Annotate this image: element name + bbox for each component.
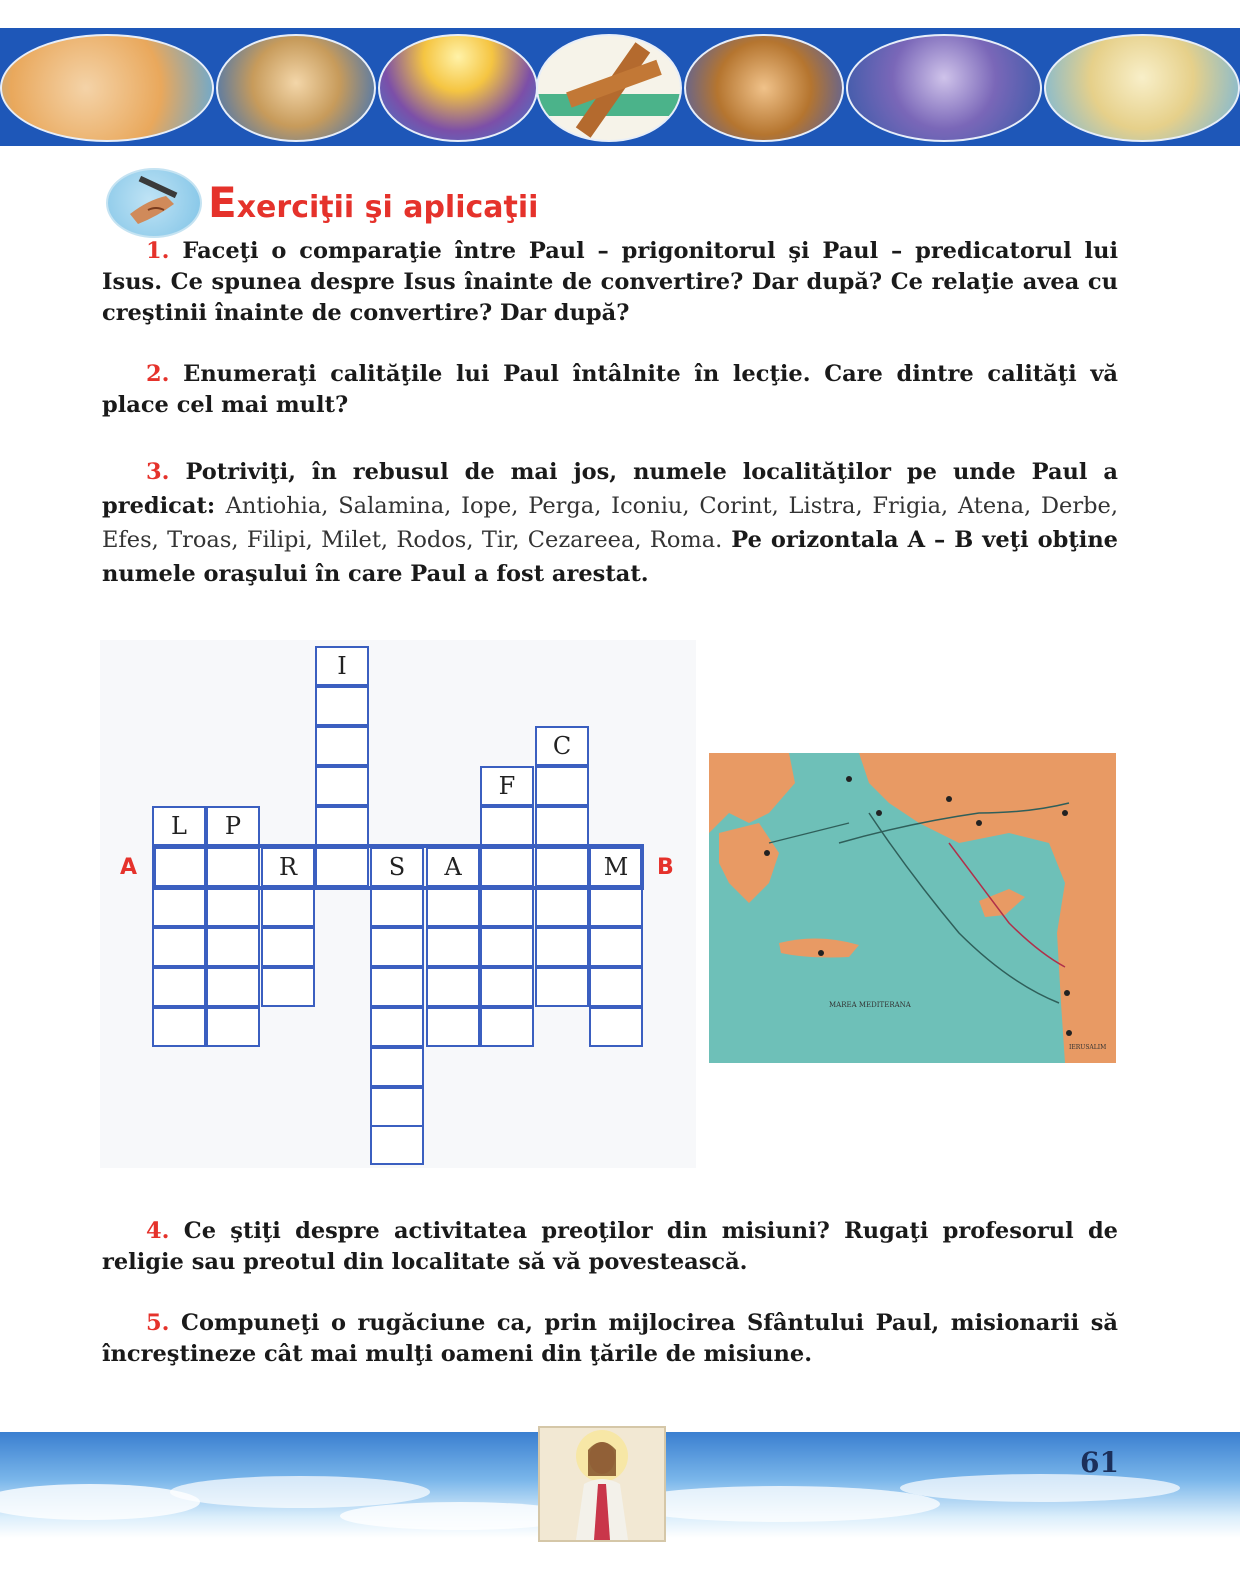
crossword-ab-row-outline xyxy=(152,844,644,890)
exercise-text: Faceţi o comparaţie între Paul – prigonitorul şi Paul – predicatorul lui Isus. Ce spunea despre Isus înainte de convertire? Dar după? Ce relaţie avea cu creştinii înainte de convertire? Dar după? xyxy=(102,238,1118,326)
crossword-cell[interactable] xyxy=(206,927,260,967)
section-heading xyxy=(208,178,538,227)
crossword-cell[interactable] xyxy=(535,806,589,846)
map-sea-label: MAREA MEDITERANA xyxy=(829,1001,911,1009)
exercise-number: 3. xyxy=(146,459,170,485)
crossword-cell[interactable] xyxy=(589,927,643,967)
cross-icon xyxy=(538,36,682,142)
exercise-5 xyxy=(102,1308,1118,1370)
exercise-text: Enumeraţi calităţile lui Paul întâlnite în lecţie. Care dintre calităţi vă place cel mai mult? xyxy=(102,361,1118,418)
crossword-cell[interactable]: L xyxy=(152,806,206,846)
crossword-cell[interactable] xyxy=(480,806,534,846)
crossword-cell[interactable] xyxy=(426,927,480,967)
crossword-cell[interactable] xyxy=(535,766,589,806)
exercise-text: Ce ştiţi despre activitatea preoţilor din misiuni? Rugaţi profesorul de religie sau preotul din localitate să vă povestească. xyxy=(102,1218,1118,1275)
exercise-4 xyxy=(102,1216,1118,1278)
crossword-cell[interactable]: F xyxy=(480,766,534,806)
crossword-cell[interactable] xyxy=(535,887,589,927)
heading-first-letter: E xyxy=(208,178,237,227)
crossword-cell[interactable] xyxy=(152,927,206,967)
banner-image-cross xyxy=(536,34,682,142)
crossword-cell[interactable] xyxy=(535,927,589,967)
banner-image-disciples xyxy=(1044,34,1240,142)
crossword-cell[interactable] xyxy=(426,967,480,1007)
crossword-label-b: B xyxy=(657,855,674,880)
exercise-3 xyxy=(102,455,1118,591)
map-city-label: IERUSALIM xyxy=(1069,1044,1107,1051)
crossword-cell[interactable]: P xyxy=(206,806,260,846)
exercise-number: 2. xyxy=(146,361,170,387)
crossword-cell[interactable] xyxy=(480,1007,534,1047)
crossword-cell[interactable] xyxy=(315,806,369,846)
crossword-cell[interactable] xyxy=(370,1087,424,1127)
crossword-cell[interactable]: I xyxy=(315,646,369,686)
crossword-cell[interactable] xyxy=(261,927,315,967)
crossword-cell[interactable] xyxy=(370,887,424,927)
crossword-cell[interactable]: S xyxy=(370,847,424,887)
crossword-cell[interactable] xyxy=(152,967,206,1007)
exercise-1 xyxy=(102,236,1118,329)
map-image xyxy=(709,753,1116,1063)
footer-jesus-image xyxy=(538,1426,666,1542)
crossword-label-a: A xyxy=(120,855,138,880)
crossword-cell[interactable] xyxy=(261,967,315,1007)
crossword-cell[interactable] xyxy=(206,967,260,1007)
crossword-cell[interactable] xyxy=(480,967,534,1007)
crossword-cell[interactable] xyxy=(426,1007,480,1047)
crossword-cell[interactable] xyxy=(589,1007,643,1047)
exercise-2 xyxy=(102,359,1118,421)
crossword-cell[interactable]: R xyxy=(261,847,315,887)
crossword-cell[interactable] xyxy=(370,1125,424,1165)
crossword-cell[interactable] xyxy=(480,927,534,967)
banner-image-storm xyxy=(846,34,1042,142)
crossword-cell[interactable] xyxy=(589,967,643,1007)
writing-hand-icon xyxy=(106,168,202,238)
crossword-cell[interactable] xyxy=(370,927,424,967)
crossword-cell[interactable] xyxy=(206,887,260,927)
banner-image-supper xyxy=(684,34,844,142)
crossword-cell[interactable] xyxy=(206,1007,260,1047)
exercise-number: 4. xyxy=(146,1218,170,1244)
exercise-number: 5. xyxy=(146,1310,170,1336)
crossword-cell[interactable]: C xyxy=(535,726,589,766)
banner-image-crowd xyxy=(378,34,538,142)
header-banner xyxy=(0,28,1240,146)
crossword-cell[interactable] xyxy=(535,967,589,1007)
exercise-number: 1. xyxy=(146,238,170,264)
crossword-cell[interactable] xyxy=(152,1007,206,1047)
exercise-text: Compuneţi o rugăciune ca, prin mijlocirea Sfântului Paul, misionarii să încreştineze cât mai mulţi oameni din ţările de misiune. xyxy=(102,1310,1118,1367)
page-number: 61 xyxy=(1080,1446,1119,1479)
crossword-cell[interactable] xyxy=(370,1047,424,1087)
banner-image-jesus xyxy=(216,34,376,142)
crossword-cell[interactable] xyxy=(370,967,424,1007)
heading-rest: xerciţii şi aplicaţii xyxy=(236,190,539,225)
map-paul-journeys xyxy=(709,753,1116,1063)
crossword-cell[interactable] xyxy=(315,726,369,766)
crossword-cell[interactable] xyxy=(589,887,643,927)
exercise-text-intro: Potriviţi, în rebusul de mai jos, numele localităţilor pe unde Paul a predicat: xyxy=(102,459,1118,519)
crossword-cell[interactable] xyxy=(261,887,315,927)
crossword-cell[interactable] xyxy=(315,766,369,806)
crossword-cell[interactable]: A xyxy=(426,847,480,887)
crossword-cell[interactable]: M xyxy=(589,847,643,887)
exercise-places-list: Antiohia, Salamina, Iope, Perga, Iconiu, Corint, Listra, Frigia, Atena, Derbe, Efes, Troas, Filipi, Milet, Rodos, Tir, Cezareea, Roma. xyxy=(102,493,1119,553)
crossword-cell[interactable] xyxy=(480,887,534,927)
banner-image-children xyxy=(0,34,214,142)
crossword-cell[interactable] xyxy=(152,887,206,927)
crossword-cell[interactable] xyxy=(370,1007,424,1047)
crossword-cell[interactable] xyxy=(426,887,480,927)
crossword-cell[interactable] xyxy=(315,686,369,726)
exercise-text-instruction: Pe orizontala A – B veţi obţine numele oraşului în care Paul a fost arestat. xyxy=(102,527,1118,587)
